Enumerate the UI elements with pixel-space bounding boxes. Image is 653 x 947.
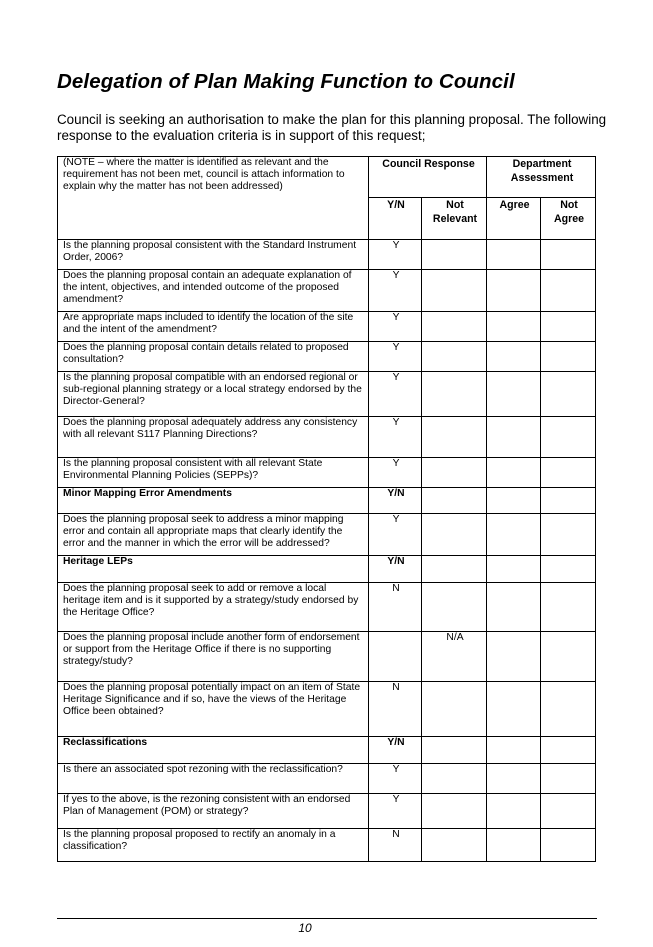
not-relevant-cell (422, 514, 487, 556)
yn-cell: N (369, 583, 422, 632)
evaluation-criteria-table (57, 156, 596, 862)
criterion-text: If yes to the above, is the rezoning consistent with an endorsed Plan of Management (POM) or strategy? (58, 794, 369, 829)
table-row (58, 342, 596, 372)
criterion-text: Does the planning proposal seek to address a minor mapping error and contain all appropriate maps that clearly identify the error and the manner in which the error will be addressed? (58, 514, 369, 556)
agree-cell (487, 632, 541, 682)
yn-cell: Y/N (369, 737, 422, 764)
not-agree-cell (541, 794, 596, 829)
agree-cell (487, 682, 541, 737)
note-cell: (NOTE – where the matter is identified as relevant and the requirement has not been met, council is attach information to explain why the matter has not been addressed) (58, 157, 369, 240)
yn-cell: Y (369, 794, 422, 829)
agree-cell (487, 556, 541, 583)
not-agree-cell (541, 342, 596, 372)
not-agree-cell (541, 240, 596, 270)
section-heading: Heritage LEPs (58, 556, 369, 583)
not-relevant-cell (422, 829, 487, 862)
criterion-text: Is there an associated spot rezoning with the reclassification? (58, 764, 369, 794)
table-row (58, 632, 596, 682)
section-heading: Minor Mapping Error Amendments (58, 488, 369, 514)
not-relevant-cell (422, 240, 487, 270)
yn-cell: Y (369, 764, 422, 794)
agree-cell (487, 458, 541, 488)
not-agree-cell (541, 312, 596, 342)
yn-cell: Y/N (369, 488, 422, 514)
agree-header: Agree (487, 198, 541, 240)
agree-cell (487, 737, 541, 764)
not-relevant-cell (422, 458, 487, 488)
not-agree-cell (541, 764, 596, 794)
table-row (58, 829, 596, 862)
yn-cell: Y (369, 270, 422, 312)
not-agree-cell (541, 737, 596, 764)
not-relevant-cell (422, 682, 487, 737)
not-relevant-cell (422, 312, 487, 342)
not-agree-header: Not Agree (541, 198, 596, 240)
not-relevant-cell (422, 737, 487, 764)
yn-cell: Y/N (369, 556, 422, 583)
not-relevant-cell (422, 488, 487, 514)
criterion-text: Is the planning proposal compatible with an endorsed regional or sub-regional planning strategy or a local strategy endorsed by the Director-General? (58, 372, 369, 417)
agree-cell (487, 764, 541, 794)
not-relevant-cell (422, 794, 487, 829)
agree-cell (487, 514, 541, 556)
criterion-text: Is the planning proposal proposed to rectify an anomaly in a classification? (58, 829, 369, 862)
table-row (58, 583, 596, 632)
agree-cell (487, 417, 541, 458)
criterion-text: Does the planning proposal potentially impact on an item of State Heritage Significance and if so, have the views of the Heritage Office been obtained? (58, 682, 369, 737)
not-relevant-cell (422, 556, 487, 583)
not-agree-cell (541, 458, 596, 488)
not-relevant-cell (422, 270, 487, 312)
page-number: 10 (298, 921, 312, 935)
yn-cell: Y (369, 417, 422, 458)
not-agree-cell (541, 682, 596, 737)
criterion-text: Does the planning proposal include another form of endorsement or support from the Heritage Office if there is no supporting strategy/study? (58, 632, 369, 682)
not-relevant-cell (422, 583, 487, 632)
section-header-row (58, 556, 596, 583)
table-row (58, 240, 596, 270)
agree-cell (487, 270, 541, 312)
not-relevant-cell (422, 417, 487, 458)
not-agree-cell (541, 270, 596, 312)
agree-cell (487, 488, 541, 514)
criterion-text: Does the planning proposal contain details related to proposed consultation? (58, 342, 369, 372)
not-relevant-header: Not Relevant (422, 198, 487, 240)
agree-cell (487, 829, 541, 862)
table-row (58, 270, 596, 312)
criterion-text: Are appropriate maps included to identify the location of the site and the intent of the amendment? (58, 312, 369, 342)
yn-cell: Y (369, 458, 422, 488)
criterion-text: Is the planning proposal consistent with all relevant State Environmental Planning Policies (SEPPs)? (58, 458, 369, 488)
not-agree-cell (541, 488, 596, 514)
criterion-text: Does the planning proposal adequately address any consistency with all relevant S117 Planning Directions? (58, 417, 369, 458)
table-row (58, 764, 596, 794)
table-row (58, 682, 596, 737)
yn-header: Y/N (369, 198, 422, 240)
agree-cell (487, 794, 541, 829)
table-row (58, 372, 596, 417)
yn-cell: Y (369, 240, 422, 270)
department-assessment-header: Department Assessment (487, 157, 596, 198)
section-header-row (58, 737, 596, 764)
yn-cell: Y (369, 312, 422, 342)
not-relevant-cell (422, 372, 487, 417)
section-heading: Reclassifications (58, 737, 369, 764)
yn-cell: Y (369, 514, 422, 556)
not-agree-cell (541, 556, 596, 583)
table-row (58, 794, 596, 829)
table-row (58, 417, 596, 458)
yn-cell: Y (369, 372, 422, 417)
not-relevant-cell (422, 342, 487, 372)
criterion-text: Is the planning proposal consistent with the Standard Instrument Order, 2006? (58, 240, 369, 270)
agree-cell (487, 372, 541, 417)
not-agree-cell (541, 372, 596, 417)
agree-cell (487, 312, 541, 342)
intro-paragraph: Council is seeking an authorisation to make the plan for this planning proposal. The following response to the evaluation criteria is in support of this request; (57, 112, 607, 143)
agree-cell (487, 583, 541, 632)
yn-cell (369, 632, 422, 682)
table-row (58, 458, 596, 488)
yn-cell: Y (369, 342, 422, 372)
not-agree-cell (541, 514, 596, 556)
yn-cell: N (369, 829, 422, 862)
page-title: Delegation of Plan Making Function to Council (57, 70, 515, 93)
not-agree-cell (541, 417, 596, 458)
criterion-text: Does the planning proposal seek to add or remove a local heritage item and is it supported by a strategy/study endorsed by the Heritage Office? (58, 583, 369, 632)
footer-divider (57, 918, 597, 919)
section-header-row (58, 488, 596, 514)
agree-cell (487, 342, 541, 372)
table-row (58, 514, 596, 556)
not-agree-cell (541, 632, 596, 682)
not-agree-cell (541, 583, 596, 632)
agree-cell (487, 240, 541, 270)
table-row (58, 312, 596, 342)
not-agree-cell (541, 829, 596, 862)
council-response-header: Council Response (369, 157, 487, 198)
not-relevant-cell (422, 764, 487, 794)
criterion-text: Does the planning proposal contain an adequate explanation of the intent, objectives, and intended outcome of the proposed amendment? (58, 270, 369, 312)
yn-cell: N (369, 682, 422, 737)
not-relevant-cell: N/A (422, 632, 487, 682)
